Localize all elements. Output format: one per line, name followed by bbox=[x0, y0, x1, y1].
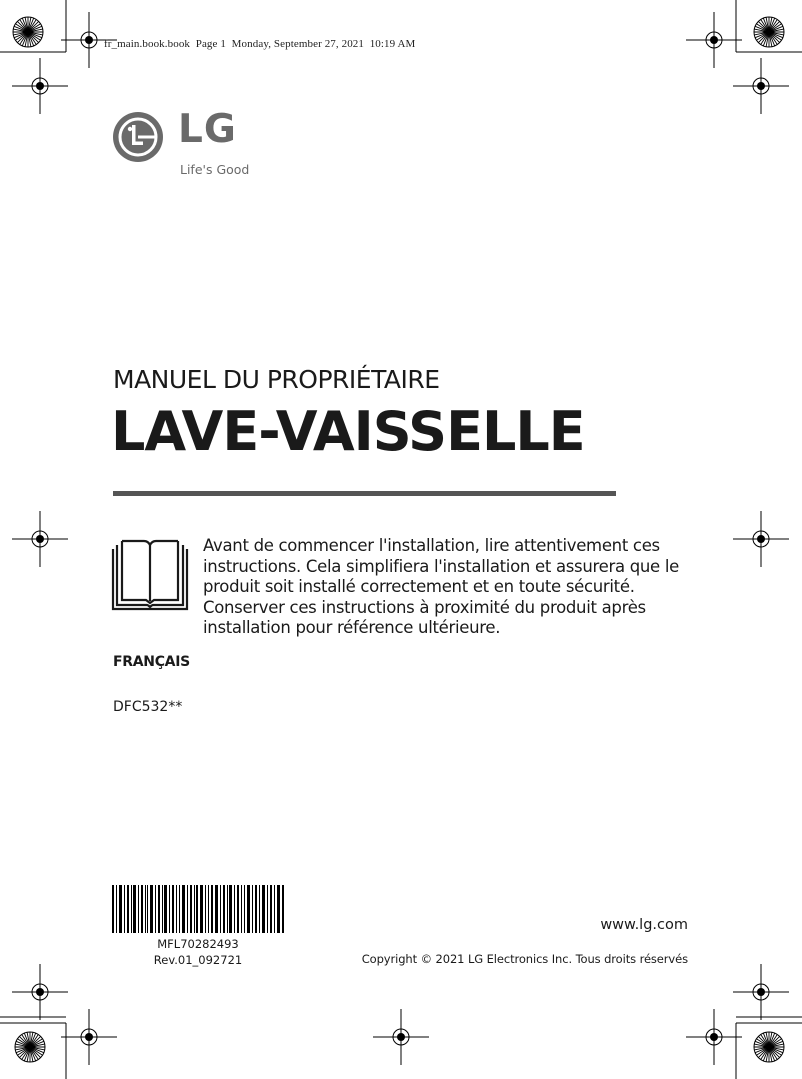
model-number: DFC532** bbox=[113, 699, 183, 715]
registration-mark-icon bbox=[12, 58, 68, 114]
document-subtitle: MANUEL DU PROPRIÉTAIRE bbox=[113, 365, 440, 394]
svg-text:LG: LG bbox=[138, 141, 140, 142]
intro-paragraph: Avant de commencer l'installation, lire attentivement ces instructions. Cela simplifiera l'installation et assurera que le produit soit installé correctement et en toute sécurité. Conserver ces instructions à proximité du produit après installation pour référence ultérieure. bbox=[203, 536, 679, 637]
printer-slug: fr_main.book.book Page 1 Monday, September 27, 2021 10:19 AM bbox=[104, 38, 416, 50]
copyright-notice: Copyright © 2021 LG Electronics Inc. Tous droits réservés bbox=[361, 952, 688, 966]
part-number: MFL70282493 bbox=[157, 937, 239, 951]
color-registration-wheel-icon bbox=[15, 1032, 45, 1062]
color-registration-wheel-icon bbox=[754, 1032, 784, 1062]
website-link[interactable]: www.lg.com bbox=[600, 917, 688, 933]
registration-mark-icon bbox=[686, 12, 742, 68]
brand-tagline: Life's Good bbox=[180, 162, 250, 177]
color-registration-wheel-icon bbox=[754, 17, 784, 47]
language-label: FRANÇAIS bbox=[113, 654, 190, 670]
lg-logo-mark bbox=[112, 111, 164, 163]
registration-mark-icon bbox=[61, 1009, 117, 1065]
registration-mark-icon bbox=[733, 58, 789, 114]
title-divider bbox=[113, 491, 616, 496]
barcode bbox=[112, 885, 284, 933]
open-book-icon bbox=[111, 539, 189, 611]
registration-mark-icon bbox=[373, 1009, 429, 1065]
part-number-block bbox=[112, 936, 284, 968]
color-registration-wheel-icon bbox=[13, 17, 43, 47]
registration-mark-icon bbox=[733, 964, 789, 1020]
document-title: LAVE-VAISSELLE bbox=[111, 400, 585, 463]
registration-mark-icon bbox=[12, 511, 68, 567]
registration-mark-icon bbox=[733, 511, 789, 567]
revision: Rev.01_092721 bbox=[153, 953, 243, 967]
registration-mark-icon bbox=[12, 964, 68, 1020]
registration-mark-icon bbox=[686, 1009, 742, 1065]
brand-name: LG bbox=[178, 107, 237, 152]
